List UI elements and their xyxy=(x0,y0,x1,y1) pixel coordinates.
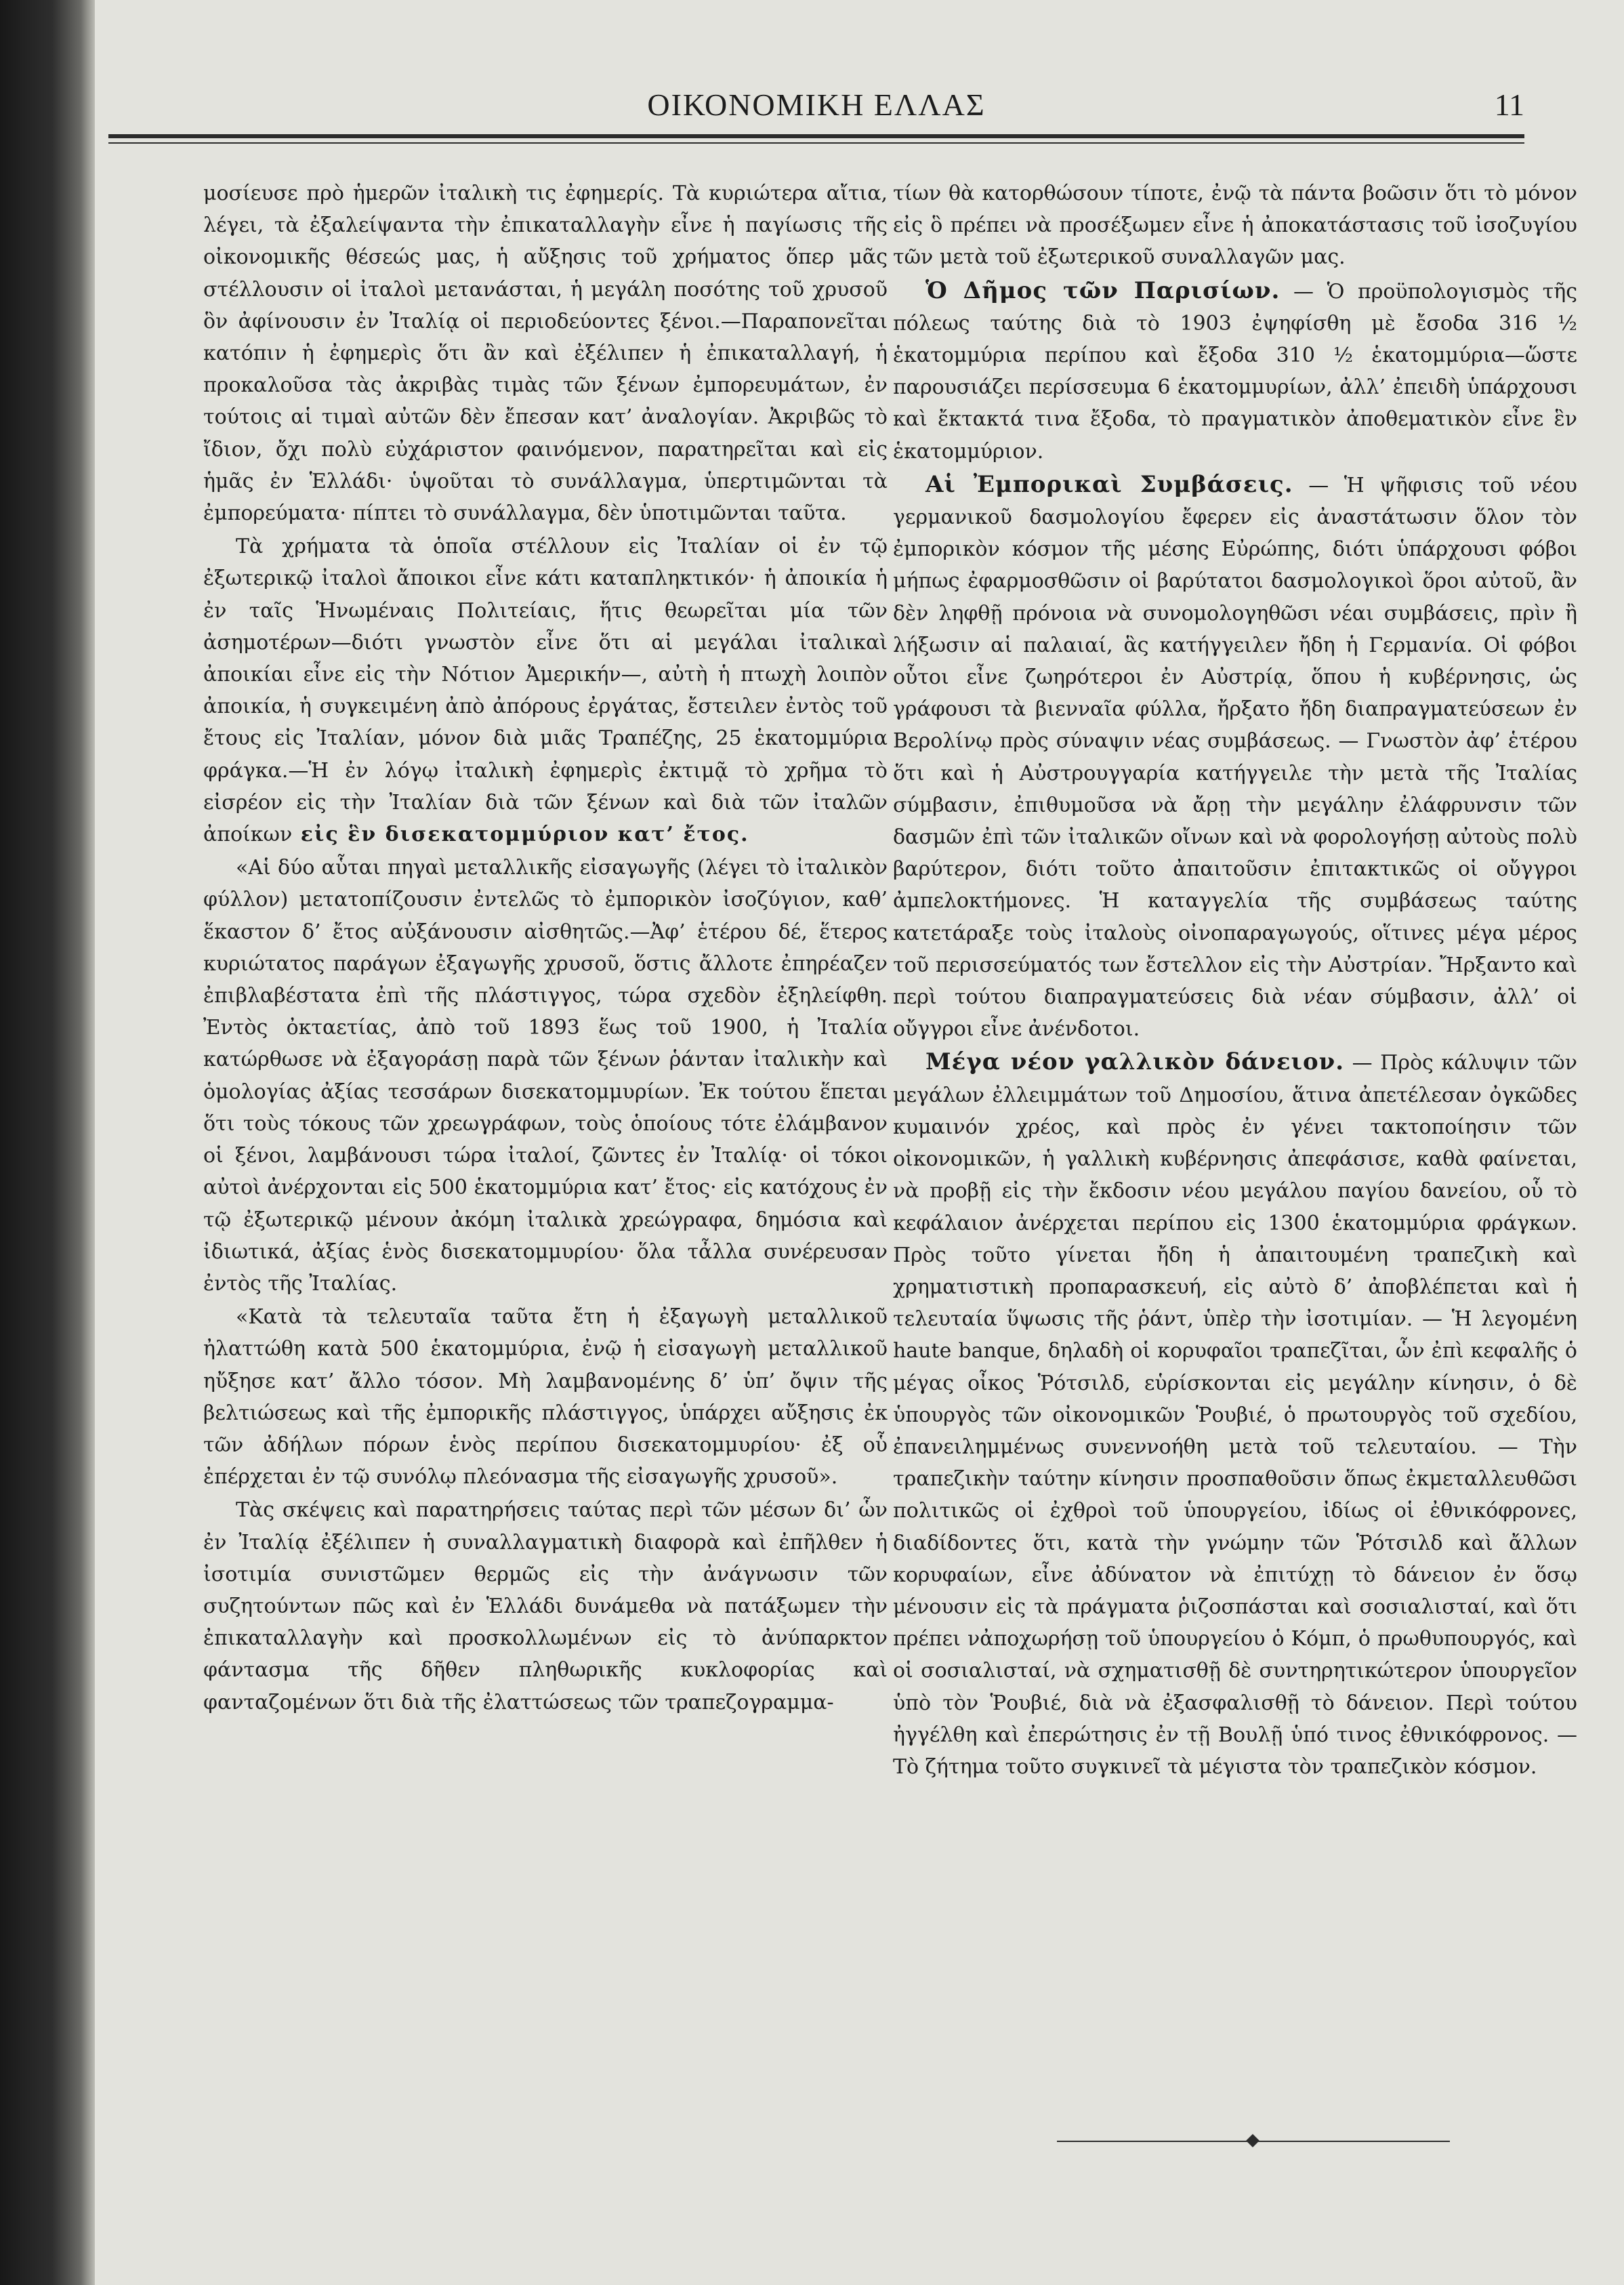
header-rule-thick xyxy=(108,134,1524,138)
paragraph-text: μοσίευσε πρὸ ἡμερῶν ἰταλικὴ τις ἐφημερίς. Τὰ κυριώτερα αἴτια, λέγει, τὰ ἐξαλείψαντα τὴν ἐπικαταλλαγὴν εἶνε ἡ παγίωσις τῆς οἰκονομικῆς θέσεώς μας, ἡ αὔξησις τοῦ χρήματος ὅπερ μᾶς στέλλουσιν οἱ ἰταλοὶ μετανάσται, ἡ μεγάλη ποσότης τοῦ χρυσοῦ ὃν ἀφίνουσιν ἐν Ἰταλίᾳ οἱ περιοδεύοντες ξένοι.—Παραπονεῖται κατόπιν ἡ ἐφημερὶς ὅτι ἂν καὶ ἐξέλιπεν ἡ ἐπικαταλλαγή, ἡ προκαλοῦσα τὰς ἀκριβὰς τιμὰς τῶν ξένων ἐμπορευμάτων, ἐν τούτοις αἱ τιμαὶ αὐτῶν δὲν ἔπεσαν κατ’ ἀναλογίαν. Ἀκριβῶς τὸ ἴδιον, ὄχι πολὺ εὐχάριστον φαινόμενον, παρατηρεῖται καὶ εἰς ἡμᾶς ἐν Ἑλλάδι· ὑψοῦται τὸ συνάλλαγμα, ὑπερτιμῶνται τὰ ἐμπορεύματα· πίπτει τὸ συνάλλαγμα, δὲν ὑποτιμῶνται ταῦτα. xyxy=(203,182,888,526)
paragraph xyxy=(203,1494,888,1718)
page-number: 11 xyxy=(1494,87,1524,122)
emphasized-phrase: εἰς ἓν δισεκατομμύριον κατ’ ἔτος. xyxy=(292,823,749,847)
paragraph-text: — Ἡ ψῆφισις τοῦ νέου γερμανικοῦ δασμολογίου ἔφερεν εἰς ἀναστάτωσιν ὅλον τὸν ἐμπορικὸν κόσμον τῆς μέσης Εὐρώπης, διότι ὑπάρχουσι φόβοι μήπως ἐφαρμοσθῶσιν οἱ βαρύτατοι δασμολογικοὶ ὅροι αὐτοῦ, ἂν δὲν ληφθῇ πρόνοια νὰ συνομολογηθῶσι νέαι συμβάσεις, πρὶν ἢ λήξωσιν αἱ παλαιαί, ἃς κατήγγειλεν ἤδη ἡ Γερμανία. Οἱ φόβοι οὗτοι εἶνε ζωηρότεροι ἐν Αὐστρίᾳ, ὅπου ἡ κυβέρνησις, ὡς γράφουσι τὰ βιενναῖα φύλλα, ἤρξατο ἤδη διαπραγματεύσεων ἐν Βερολίνῳ πρὸς σύναψιν νέας συμβάσεως. — Γνωστὸν ἀφ’ ἑτέρου ὅτι καὶ ἡ Αὐστρουγγαρία κατήγγειλε τὴν μετὰ τῆς Ἰταλίας σύμβασιν, ἐπιθυμοῦσα νὰ ἄρῃ τὴν μεγάλην ἐλάφρυνσιν τῶν δασμῶν ἐπὶ τῶν ἰταλικῶν οἴνων καὶ νὰ φορολογήσῃ αὐτοὺς πολὺ βαρύτερον, διότι τοῦτο ἀπαιτοῦσιν ἐπιτακτικῶς οἱ οὔγγροι ἀμπελοκτήμονες. Ἡ καταγγελία τῆς συμβάσεως ταύτης κατετάραξε τοὺς ἰταλοὺς οἰνοπαραγωγούς, οἵτινες μέγα μέρος τοῦ περισσεύματός των ἔστελλον εἰς τὴν Αὐστρίαν. Ἤρξαντο καὶ περὶ τούτου διαπραγματεύσεις διὰ νέαν σύμβασιν, ἀλλ’ οἱ οὔγγροι εἶνε ἀνένδοτοι. xyxy=(893,473,1577,1042)
paragraph-text: — Ὁ προϋπολογισμὸς τῆς πόλεως ταύτης διὰ τὸ 1903 ἐψηφίσθη μὲ ἔσοδα 316 ½ ἑκατομμύρια περίπου καὶ ἔξοδα 310 ½ ἑκατομμύρια—ὥστε παρουσιάζει περίσσευμα 6 ἑκατομμυρίων, ἀλλ’ ἐπειδὴ ὑπάρχουσι καὶ ἔκτακτά τινα ἔξοδα, τὸ πραγματικὸν ἀποθεματικὸν εἶνε ἓν ἑκατομμύριον. xyxy=(893,279,1577,464)
paragraph xyxy=(203,1301,888,1493)
paragraph-text: τίων θὰ κατορθώσουν τίποτε, ἐνῷ τὰ πάντα βοῶσιν ὅτι τὸ μόνον εἰς ὃ πρέπει νὰ προσέξωμεν εἶνε ἡ ἀποκατάστασις τοῦ ἰσοζυγίου τῶν μετὰ τοῦ ἐξωτερικοῦ συναλλαγῶν μας. xyxy=(893,182,1577,270)
running-title: ΟΙΚΟΝΟΜΙΚΗ ΕΛΛΑΣ xyxy=(647,87,986,122)
book-binding-shadow xyxy=(0,0,95,2285)
ornament-diamond-icon xyxy=(1246,2134,1259,2147)
news-item xyxy=(893,275,1577,468)
section-heading: Αἱ Ἐμπορικαὶ Συμβάσεις. xyxy=(925,470,1293,498)
paragraph-text: Τὰ χρήματα τὰ ὁποῖα στέλλουν εἰς Ἰταλίαν οἱ ἐν τῷ ἐξωτερικῷ ἰταλοὶ ἄποικοι εἶνε κάτι καταπληκτικόν· ἡ ἀποικία ἡ ἐν ταῖς Ἡνωμέναις Πολιτείαις, ἥτις θεωρεῖται μία τῶν ἀσημοτέρων—διότι γνωστὸν εἶνε ὅτι αἱ μεγάλαι ἰταλικαὶ ἀποικίαι εἶνε εἰς τὴν Νότιον Ἀμερικήν—, αὐτὴ ἡ πτωχὴ λοιπὸν ἀποικία, ἡ συγκειμένη ἀπὸ ἀπόρους ἐργάτας, ἔστειλεν ἐντὸς τοῦ ἔτους εἰς Ἰταλίαν, μόνον διὰ μιᾶς Τραπέζης, 25 ἑκατομμύρια φράγκα.—Ἡ ἐν λόγῳ ἰταλικὴ ἐφημερὶς ἐκτιμᾷ τὸ χρῆμα τὸ εἰσρέον εἰς τὴν Ἰταλίαν διὰ τῶν ξένων καὶ διὰ τῶν ἰταλῶν ἀποίκων xyxy=(203,535,888,847)
header-rule-thin xyxy=(108,142,1524,144)
news-item xyxy=(893,1046,1577,1783)
paragraph-text: Τὰς σκέψεις καὶ παρατηρήσεις ταύτας περὶ τῶν μέσων δι’ ὧν ἐν Ἰταλίᾳ ἐξέλιπεν ἡ συναλλαγματικὴ διαφορὰ καὶ ἐπῆλθεν ἡ ἰσοτιμία συνιστῶμεν θερμῶς εἰς τὴν ἀνάγνωσιν τῶν συζητούντων πῶς καὶ ἐν Ἑλλάδι δυνάμεθα νὰ πατάξωμεν τὴν ἐπικαταλλαγὴν καὶ προσκολλωμένων εἰς τὸ ἀνύπαρκτον φάντασμα τῆς δῆθεν πληθωρικῆς κυκλοφορίας καὶ φανταζομένων ὅτι διὰ τῆς ἐλαττώσεως τῶν τραπεζογραμμα- xyxy=(203,1498,888,1714)
left-column xyxy=(203,178,888,1718)
end-ornament xyxy=(1057,2135,1450,2148)
paragraph xyxy=(203,178,888,529)
section-heading: Ὁ Δῆμος τῶν Παρισίων. xyxy=(925,276,1281,304)
right-column xyxy=(893,178,1577,1783)
paragraph-text: «Αἱ δύο αὗται πηγαὶ μεταλλικῆς εἰσαγωγῆς (λέγει τὸ ἰταλικὸν φύλλον) μετατοπίζουσιν ἐντελῶς τὸ ἐμπορικὸν ἰσοζύγιον, καθ’ ἕκαστον δ’ ἔτος αὐξάνουσιν αἰσθητῶς.—Ἀφ’ ἑτέρου δέ, ἕτερος κυριώτατος παράγων ἐξαγωγῆς χρυσοῦ, ὅστις ἄλλοτε ἐπηρέαζεν ἐπιβλαβέστατα ἐπὶ τῆς πλάστιγγος, τώρα σχεδὸν ἐξηλείφθη. Ἐντὸς ὀκταετίας, ἀπὸ τοῦ 1893 ἕως τοῦ 1900, ἡ Ἰταλία κατώρθωσε νὰ ἐξαγοράσῃ παρὰ τῶν ξένων ῥάνταν ἰταλικὴν καὶ ὁμολογίας ἀξίας τεσσάρων δισεκατομμυρίων. Ἐκ τούτου ἕπεται ὅτι τοὺς τόκους τῶν χρεωγράφων, τοὺς ὁποίους τότε ἐλάμβανον οἱ ξένοι, λαμβάνουσι τώρα ἰταλοί, ζῶντες ἐν Ἰταλίᾳ· οἱ τόκοι αὐτοὶ ἀνέρχονται εἰς 500 ἑκατομμύρια κατ’ ἔτος· εἰς κατόχους ἐν τῷ ἐξωτερικῷ μένουν ἀκόμη ἰταλικὰ χρεώγραφα, δημόσια καὶ ἰδιωτικά, ἀξίας ἑνὸς δισεκατομμυρίου· ὅλα τἆλλα συνέρευσαν ἐντὸς τῆς Ἰταλίας. xyxy=(203,856,888,1296)
paragraph xyxy=(893,178,1577,274)
paragraph-text: — Πρὸς κάλυψιν τῶν μεγάλων ἐλλειμμάτων τοῦ Δημοσίου, ἅτινα ἀπετέλεσαν ὀγκῶδες κυμαινόν χρέος, καὶ πρὸς ἐν γένει τακτοποίησιν τῶν οἰκονομικῶν, ἡ γαλλικὴ κυβέρνησις ἀπεφάσισε, καθὰ φαίνεται, νὰ προβῇ εἰς τὴν ἔκδοσιν νέου μεγάλου παγίου δανείου, οὗ τὸ κεφάλαιον ἀνέρχεται περίπου εἰς 1300 ἑκατομμύρια φράγκων. Πρὸς τοῦτο γίνεται ἤδη ἡ ἀπαιτουμένη τραπεζικὴ καὶ χρηματιστικὴ προπαρασκευή, εἰς αὐτὸ δ’ ἀποβλέπεται καὶ ἡ τελευταία ὕψωσις τῆς ῥάντ, ὑπὲρ τὴν ἰσοτιμίαν. — Ἡ λεγομένη haute banque, δηλαδὴ οἱ κορυφαῖοι τραπεζῖται, ὧν ἐπὶ κεφαλῆς ὁ μέγας οἶκος Ῥότσιλδ, εὑρίσκονται εἰς μεγάλην κίνησιν, ὁ δὲ ὑπουργὸς τῶν οἰκονομικῶν Ῥουβιέ, ὁ πρωτουργὸς τοῦ σχεδίου, ἐπανειλημμένως συνεννοήθη μετὰ τοῦ τελευταίου. — Τὴν τραπεζικὴν ταύτην κίνησιν προσπαθοῦσιν ὅπως ἐκμεταλλευθῶσι πολιτικῶς οἱ ἐχθροὶ τοῦ ὑπουργείου, ἰδίως οἱ ἐθνικόφρονες, διαδίδοντες ὅτι, κατὰ τὴν γνώμην τῶν Ῥότσιλδ καὶ ἄλλων κορυφαίων, εἶνε ἀδύνατον νὰ ἐπιτύχῃ τὸ δάνειον ἐν ὅσῳ μένουσιν εἰς τὰ πράγματα ῥιζοσπάσται καὶ σοσιαλισταί, καὶ ὅτι πρέπει νἀποχωρήσῃ τοῦ ὑπουργείου ὁ Κόμπ, ὁ πρωθυπουργός, καὶ οἱ σοσιαλισταί, νὰ σχηματισθῇ δὲ συντηρητικώτερον ὑπουργεῖον ὑπὸ τὸν Ῥουβιέ, διὰ νὰ ἐξασφαλισθῇ τὸ δάνειον. Περὶ τούτου ἠγγέλθη καὶ ἐπερώτησις ἐν τῇ Βουλῇ ὑπό τινος ἐθνικόφρονος. — Τὸ ζήτημα τοῦτο συγκινεῖ τὰ μέγιστα τὸν τραπεζικὸν κόσμον. xyxy=(893,1051,1577,1779)
section-heading: Μέγα νέον γαλλικὸν δάνειον. xyxy=(925,1048,1345,1076)
news-item xyxy=(893,469,1577,1046)
page-header xyxy=(108,87,1524,134)
paragraph-text: «Κατὰ τὰ τελευταῖα ταῦτα ἔτη ἡ ἐξαγωγὴ μεταλλικοῦ ἠλαττώθη κατὰ 500 ἑκατομμύρια, ἐνῷ ἡ εἰσαγωγὴ μεταλλικοῦ ηὔξησε κατ’ ἄλλο τόσον. Μὴ λαμβανομένης δ’ ὑπ’ ὄψιν τῆς βελτιώσεως καὶ τῆς ἐμπορικῆς πλάστιγγος, ὑπάρχει αὔξησις ἐκ τῶν ἀδήλων πόρων ἑνὸς περίπου δισεκατομμυρίου· ἐξ οὗ ἐπέρχεται ἐν τῷ συνόλῳ πλεόνασμα τῆς εἰσαγωγῆς χρυσοῦ». xyxy=(203,1305,888,1489)
paragraph xyxy=(203,531,888,850)
paragraph xyxy=(203,852,888,1300)
